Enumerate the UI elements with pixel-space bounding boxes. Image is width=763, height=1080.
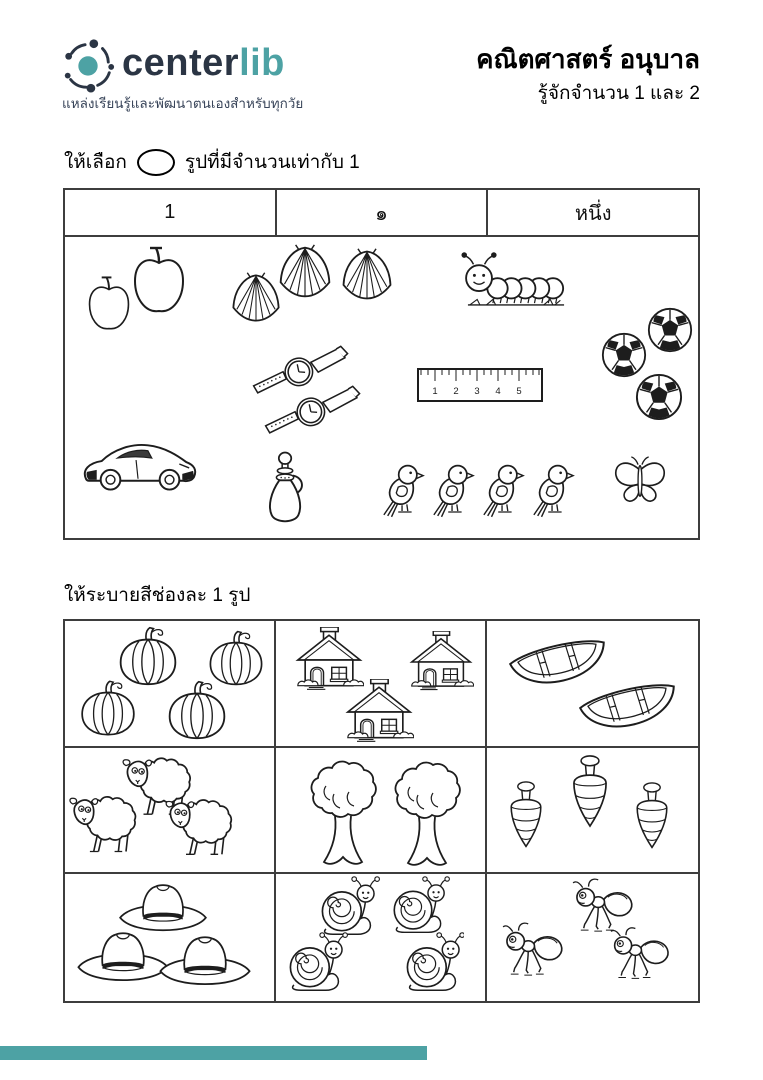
ruler-number: 4 xyxy=(495,386,501,397)
ant-icon xyxy=(501,920,567,978)
number-thai-numeral: ๑ xyxy=(277,190,489,235)
sheep-icon xyxy=(69,788,145,858)
snail-icon xyxy=(284,932,348,992)
ruler-number: 5 xyxy=(516,386,522,397)
snail-icon xyxy=(402,932,464,992)
soccer-ball-icon xyxy=(601,332,647,378)
bird-icon xyxy=(381,461,425,519)
tree-icon xyxy=(386,756,468,872)
bird-icon xyxy=(431,461,475,519)
jug-icon xyxy=(263,449,309,527)
worksheet-subtitle: รู้จักจำนวน 1 และ 2 xyxy=(537,83,700,105)
exercise2-grid xyxy=(63,619,700,1003)
grid-cell-snails[interactable] xyxy=(276,874,487,1001)
sheep-icon xyxy=(165,792,241,860)
soccer-ball-icon xyxy=(635,373,683,421)
number-thai-word: หนึ่ง xyxy=(574,202,612,225)
number-arabic: 1 xyxy=(65,190,277,235)
instruction-text-after: รูปที่มีจำนวนเท่ากับ 1 xyxy=(184,152,360,173)
oval-choice-icon xyxy=(137,149,175,176)
snail-icon xyxy=(388,876,450,934)
snail-icon xyxy=(316,876,380,936)
grid-cell-spinning-tops[interactable] xyxy=(487,748,698,875)
ruler-number: 1 xyxy=(432,386,438,397)
ant-icon xyxy=(609,924,673,982)
shell-icon xyxy=(273,243,337,301)
house-icon xyxy=(344,679,414,745)
pumpkin-icon xyxy=(77,677,139,739)
choice-birds[interactable] xyxy=(381,461,577,521)
bird-icon xyxy=(481,461,525,519)
pumpkin-icon xyxy=(163,679,231,741)
choice-ruler[interactable] xyxy=(417,367,543,403)
choice-watches[interactable] xyxy=(241,349,373,433)
choice-apples[interactable] xyxy=(81,245,201,341)
number-forms-row xyxy=(63,188,700,237)
logo-text-center: center xyxy=(122,42,240,84)
choice-soccer-balls[interactable] xyxy=(601,307,697,423)
grid-cell-hats[interactable] xyxy=(65,874,276,1001)
centerlib-logo xyxy=(122,44,285,82)
spinning-top-icon xyxy=(503,778,549,854)
caterpillar-icon xyxy=(455,249,577,311)
exercise1-instruction xyxy=(64,147,360,177)
worksheet-title: คณิตศาสตร์ อนุบาล xyxy=(476,44,700,74)
grid-cell-pumpkins[interactable] xyxy=(65,621,276,748)
sports-car-icon xyxy=(81,429,199,499)
spinning-top-icon xyxy=(629,780,675,854)
house-icon xyxy=(408,631,474,693)
hat-icon xyxy=(153,934,257,986)
choice-shells[interactable] xyxy=(227,243,403,327)
ruler-icon xyxy=(417,367,543,403)
choice-oil-jug[interactable] xyxy=(263,449,309,527)
header-titles xyxy=(476,44,700,108)
shell-icon xyxy=(335,247,399,303)
butterfly-icon xyxy=(609,455,671,505)
grid-cell-houses[interactable] xyxy=(276,621,487,748)
logo-text-lib: lib xyxy=(239,42,285,84)
grid-cell-trees[interactable] xyxy=(276,748,487,875)
choice-butterfly[interactable] xyxy=(609,455,671,505)
bird-icon xyxy=(531,461,575,519)
apple-icon xyxy=(125,245,193,319)
soccer-ball-icon xyxy=(647,307,693,353)
choice-sports-car[interactable] xyxy=(81,429,199,499)
instruction-text-before: ให้เลือก xyxy=(64,152,127,173)
logo-tagline: แหล่งเรียนรู้และพัฒนาตนเองสำหรับทุกวัย xyxy=(62,96,304,111)
spinning-top-icon xyxy=(565,752,615,834)
grid-cell-ants[interactable] xyxy=(487,874,698,1001)
ruler-number: 2 xyxy=(453,386,459,397)
footer-accent-bar xyxy=(0,1046,427,1060)
hat-icon xyxy=(111,882,215,932)
exercise2-instruction: ให้ระบายสีช่องละ 1 รูป xyxy=(64,585,251,606)
choice-caterpillar[interactable] xyxy=(455,249,577,311)
ruler-number: 3 xyxy=(474,386,480,397)
grid-cell-boats[interactable] xyxy=(487,621,698,748)
centerlib-logo-icon xyxy=(59,36,117,94)
exercise1-picture-box xyxy=(63,237,700,540)
grid-cell-sheep[interactable] xyxy=(65,748,276,875)
tree-icon xyxy=(302,754,384,872)
